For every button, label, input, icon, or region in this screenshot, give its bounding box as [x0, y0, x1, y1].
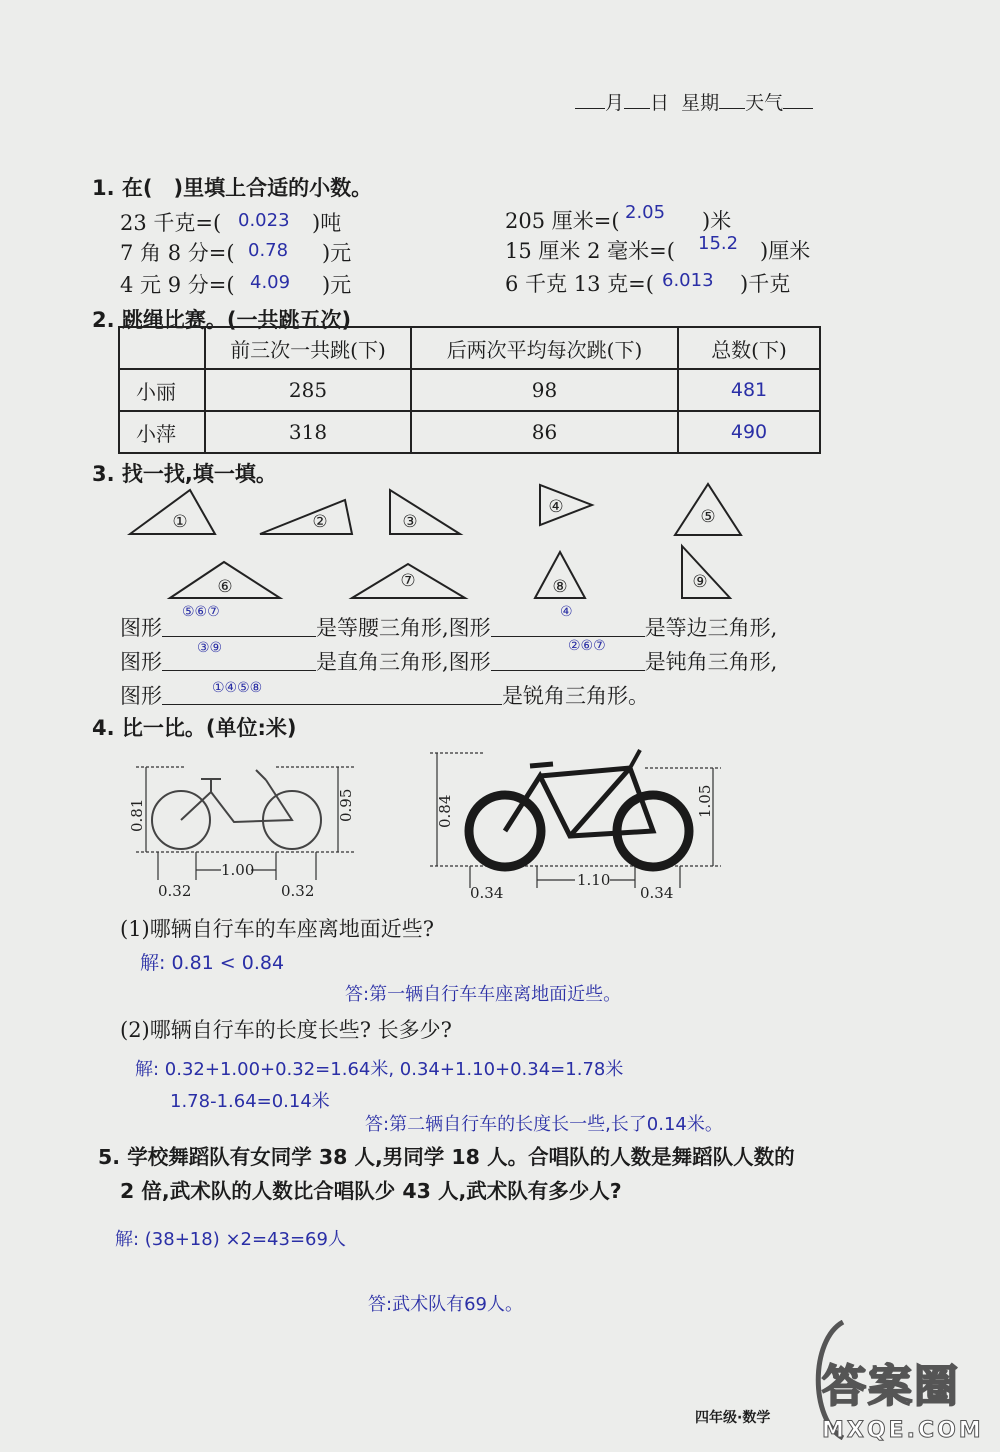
- logo: [822, 1350, 992, 1443]
- q5-line-2: 2 倍,武术队的人数比合唱队少 43 人,武术队有多少人?: [120, 1179, 622, 1203]
- q3-answer: ②⑥⑦: [568, 638, 606, 654]
- grade-label: 四年级·数学: [695, 1410, 771, 1426]
- triangle-label: ①: [172, 512, 188, 532]
- dimension-label: 0.34: [640, 884, 674, 898]
- dimension-label: 1.00: [221, 861, 255, 879]
- cell-value: 98: [411, 369, 678, 411]
- dimension-label: 0.95: [337, 788, 355, 822]
- triangle-3: [390, 490, 460, 534]
- q5-solution: 解: (38+18) ×2=43=69人: [115, 1229, 346, 1250]
- q1-unit: )元: [322, 273, 352, 297]
- dimension-label: 1.10: [577, 871, 611, 889]
- triangle-label: ②: [312, 512, 328, 532]
- q3-answer: ④: [560, 604, 573, 620]
- cell-value: 318: [205, 411, 411, 453]
- dimension-label: 0.32: [281, 882, 315, 900]
- q4-solution-1: 解: 0.81 < 0.84: [140, 952, 285, 974]
- cell-value: 285: [205, 369, 411, 411]
- q1-row: 205 厘米=(: [505, 209, 620, 233]
- column-header: 后两次平均每次跳(下): [411, 327, 678, 369]
- dimension-label: 0.81: [128, 798, 146, 832]
- q1-unit: )厘米: [760, 239, 811, 263]
- score-table: [118, 326, 821, 454]
- q1-row: 23 千克=(: [120, 211, 222, 235]
- q1-unit: )元: [322, 241, 352, 265]
- q4-sub-1: (1)哪辆自行车的车座离地面近些?: [120, 917, 435, 941]
- row-name: 小萍: [119, 411, 205, 453]
- triangle-label: ⑧: [552, 577, 568, 597]
- q5-line-1: 5. 学校舞蹈队有女同学 38 人,男同学 18 人。合唱队的人数是舞蹈队人数的: [98, 1145, 795, 1169]
- q1-row: 15 厘米 2 毫米=(: [505, 239, 675, 263]
- bike-2-figure: [425, 738, 725, 898]
- q1-answer: 15.2: [698, 233, 739, 254]
- triangle-label: ⑥: [217, 577, 233, 597]
- q4-title: 4. 比一比。(单位:米): [92, 716, 297, 740]
- triangle-label: ③: [402, 512, 418, 532]
- q4-solution-2a: 解: 0.32+1.00+0.32=1.64米, 0.34+1.10+0.34=1.78米: [135, 1059, 624, 1080]
- q1-unit: )千克: [740, 272, 791, 296]
- q3-answer: ⑤⑥⑦: [182, 604, 220, 620]
- dimension-label: 0.32: [158, 882, 192, 900]
- q1-answer: 2.05: [625, 202, 666, 223]
- q2-title: 2. 跳绳比赛。(一共跳五次): [92, 308, 352, 332]
- column-header: 总数(下): [678, 327, 820, 369]
- q1-row: 6 千克 13 克=(: [505, 272, 654, 296]
- q1-answer: 4.09: [250, 272, 291, 293]
- cell-answer: 481: [678, 369, 820, 411]
- logo-text: 答案圈: [822, 1361, 960, 1412]
- table-row: [119, 369, 820, 411]
- q1-unit: )米: [702, 209, 732, 233]
- q3-answer: ①④⑤⑧: [212, 680, 263, 696]
- q3-line-2: 图形 是直角三角形,图形 是钝角三角形,: [120, 650, 778, 674]
- triangle-2: [260, 500, 352, 534]
- q4-solution-2b: 1.78-1.64=0.14米: [170, 1091, 330, 1112]
- q1-row: 4 元 9 分=(: [120, 273, 235, 297]
- q1-answer: 0.78: [248, 240, 289, 261]
- q3-title: 3. 找一找,填一填。: [92, 462, 277, 486]
- table-header-row: [119, 327, 820, 369]
- q1-row: 7 角 8 分=(: [120, 241, 235, 265]
- q3-answer: ③⑨: [197, 640, 223, 656]
- logo-site: MXQE.COM: [822, 1418, 984, 1443]
- q4-answer-1: 答:第一辆自行车车座离地面近些。: [345, 984, 622, 1005]
- triangle-label: ⑤: [700, 507, 716, 527]
- cell-answer: 490: [678, 411, 820, 453]
- column-header: 前三次一共跳(下): [205, 327, 411, 369]
- q1-answer: 6.013: [662, 270, 714, 291]
- row-name: 小丽: [119, 369, 205, 411]
- q3-line-3: 图形 是锐角三角形。: [120, 684, 649, 708]
- triangle-label: ⑨: [692, 572, 708, 592]
- table-row: [119, 411, 820, 453]
- dimension-label: 0.34: [470, 884, 504, 898]
- bike-1-figure: [126, 752, 366, 902]
- q5-answer: 答:武术队有69人。: [368, 1294, 523, 1315]
- q1-unit: )吨: [312, 211, 342, 235]
- date-header: 月 日 星期 天气: [575, 88, 813, 115]
- triangle-label: ④: [548, 497, 564, 517]
- dimension-label: 0.84: [436, 794, 454, 828]
- bike-frame-icon: [181, 780, 292, 822]
- dimension-label: 1.05: [696, 784, 714, 818]
- q3-line-1: 图形 是等腰三角形,图形 是等边三角形,: [120, 616, 778, 640]
- q1-answer: 0.023: [238, 210, 290, 231]
- triangle-label: ⑦: [400, 571, 416, 591]
- q4-sub-2: (2)哪辆自行车的长度长些? 长多少?: [120, 1018, 452, 1042]
- q1-title: 1. 在( )里填上合适的小数。: [92, 176, 373, 200]
- triangles-figure: [120, 480, 760, 600]
- q4-answer-2: 答:第二辆自行车的长度长一些,长了0.14米。: [365, 1114, 723, 1135]
- cell-value: 86: [411, 411, 678, 453]
